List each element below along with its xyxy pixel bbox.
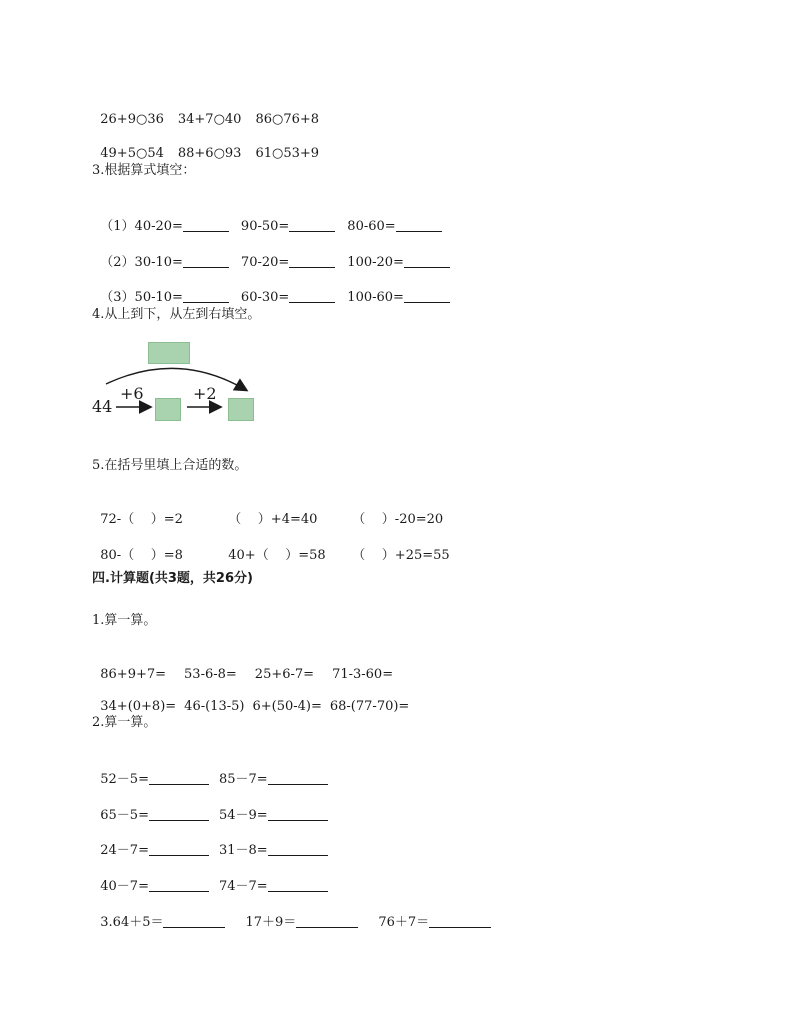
- compare-item: 61○53+9: [255, 146, 320, 161]
- q3-row-2: （2）30-10= 70-20= 100-20=: [92, 235, 450, 272]
- answer-blank[interactable]: [268, 806, 328, 821]
- q3-title: 3.根据算式填空：: [92, 163, 196, 178]
- answer-blank[interactable]: [149, 770, 209, 785]
- q4-title: 4.从上到下，从左到右填空。: [92, 307, 261, 322]
- middle-answer-box[interactable]: [155, 398, 181, 421]
- answer-blank[interactable]: [404, 253, 450, 268]
- compare-item: 86○76+8: [255, 112, 320, 127]
- answer-blank[interactable]: [183, 288, 229, 303]
- calc2-row-4: 40－7= 74－7=: [92, 859, 328, 896]
- calc1-row-2: 34+(0+8)= 46-(13-5) 6+(50-4)= 68-(77-70)=: [100, 699, 410, 714]
- q5-row-1: 72-（ ）=2 （ ）+4=40 （ ）-20=20: [100, 512, 444, 527]
- compare-item: 26+9○36: [100, 112, 164, 127]
- q3-row-1: （1）40-20= 90-50= 80-60=: [92, 199, 442, 236]
- answer-blank[interactable]: [289, 217, 335, 232]
- compare-item: 49+5○54: [100, 146, 164, 161]
- answer-blank[interactable]: [268, 770, 328, 785]
- op-plus-6: +6: [120, 384, 144, 403]
- answer-blank[interactable]: [268, 841, 328, 856]
- answer-blank[interactable]: [429, 913, 491, 928]
- compare-item: 34+7○40: [177, 112, 242, 127]
- answer-blank[interactable]: [404, 288, 450, 303]
- answer-blank[interactable]: [149, 877, 209, 892]
- calc1-title: 1.算一算。: [92, 613, 157, 628]
- q5-title: 5.在括号里填上合适的数。: [92, 458, 248, 473]
- q3-row-3: （3）50-10= 60-30= 100-60=: [92, 270, 450, 307]
- answer-blank[interactable]: [183, 253, 229, 268]
- op-plus-2: +2: [193, 384, 217, 403]
- calc1-row-1: 86+9+7= 53-6-8= 25+6-7= 71-3-60=: [100, 667, 394, 682]
- answer-blank[interactable]: [183, 217, 229, 232]
- calc2-row-1: 52－5= 85－7=: [92, 752, 328, 789]
- compare-row-2: [92, 127, 319, 163]
- answer-blank[interactable]: [163, 913, 225, 928]
- right-answer-box[interactable]: [228, 398, 254, 421]
- calc3-row: 3.64＋5＝ 17＋9＝ 76＋7＝: [92, 895, 491, 932]
- answer-blank[interactable]: [149, 841, 209, 856]
- answer-blank[interactable]: [289, 288, 335, 303]
- answer-blank[interactable]: [149, 806, 209, 821]
- start-number: 44: [92, 397, 113, 416]
- section-heading: 四.计算题(共3题，共26分): [92, 571, 253, 586]
- compare-item: 88+6○93: [177, 146, 242, 161]
- answer-blank[interactable]: [289, 253, 335, 268]
- compare-row-1: [92, 93, 319, 129]
- calc2-title: 2.算一算。: [92, 715, 157, 730]
- calc2-row-3: 24－7= 31－8=: [92, 823, 328, 860]
- answer-blank[interactable]: [268, 877, 328, 892]
- q5-row-2: 80-（ ）=8 40+（ ）=58 （ ）+25=55: [100, 548, 450, 563]
- answer-blank[interactable]: [396, 217, 442, 232]
- answer-blank[interactable]: [296, 913, 358, 928]
- calc2-row-2: 65－5= 54－9=: [92, 788, 328, 825]
- q4-diagram: [88, 340, 268, 425]
